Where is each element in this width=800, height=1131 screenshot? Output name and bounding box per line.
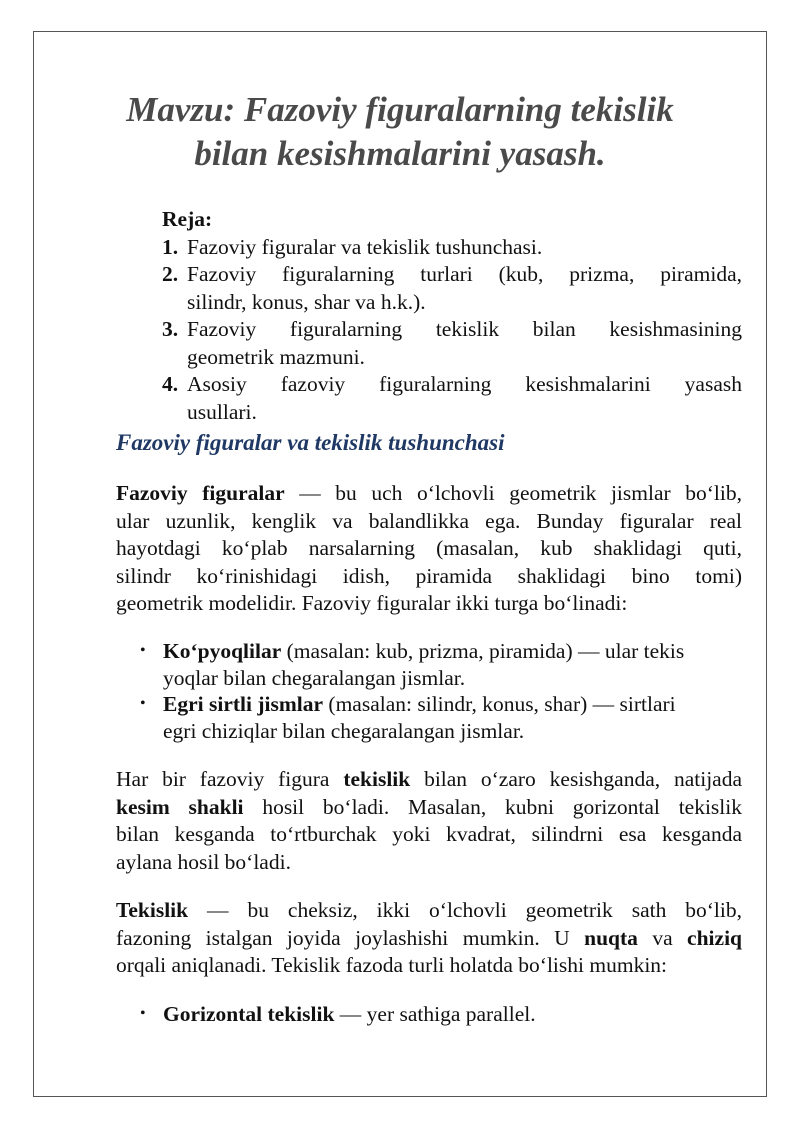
plan-item-text-cont: silindr, konus, shar va h.k.). <box>187 289 426 314</box>
paragraph-line: bilan kesganda to‘rtburchak yoki kvadrat, silindrni esa kesganda <box>116 822 742 846</box>
paragraph-text: — bu cheksiz, ikki o‘lchovli geometrik sath bo‘lib, <box>188 898 742 922</box>
plan-item-text-cont: geometrik mazmuni. <box>187 344 365 369</box>
list-item <box>116 638 742 691</box>
plan-item-text: Fazoviy figuralar va tekislik tushunchasi. <box>187 234 543 259</box>
paragraph-line <box>116 925 742 953</box>
paragraph-text: fazoning istalgan joyida joylashishi mumkin. U <box>116 925 585 950</box>
list-item <box>116 691 742 744</box>
bullet-dot: • <box>140 1005 146 1022</box>
term-bold: Tekislik <box>116 898 189 922</box>
paragraph-kesim <box>116 766 742 876</box>
plan-item-number: 1. <box>162 234 179 259</box>
plan-section <box>162 206 742 426</box>
list-item-line <box>163 1001 742 1028</box>
paragraph-line: geometrik modelidir. Fazoviy figuralar ikki turga bo‘linadi: <box>116 591 628 615</box>
list-item-line <box>163 638 742 665</box>
plan-list <box>162 234 742 427</box>
term-bold: Egri sirtli jismlar <box>163 692 324 716</box>
bullet-dot: • <box>140 695 146 712</box>
paragraph-line: ular uzunlik, kenglik va balandlikka ega. Bunday figuralar real <box>116 508 742 533</box>
term-bold: Gorizontal tekislik <box>163 1002 335 1026</box>
title-line-2: bilan kesishmalarini yasash. <box>194 134 606 173</box>
term-bold: tekislik <box>343 767 411 791</box>
bullet-dot: • <box>140 642 146 659</box>
list-item-line: yoqlar bilan chegaralangan jismlar. <box>163 665 466 690</box>
paragraph-line <box>116 480 742 508</box>
list-item-text: — yer sathiga parallel. <box>334 1002 536 1026</box>
bullet-list-figures <box>116 638 742 744</box>
list-item-line: egri chiziqlar bilan chegaralangan jismlar. <box>163 718 525 743</box>
plan-item-text: Fazoviy figuralarning turlari (kub, prizma, piramida, <box>187 262 742 286</box>
plan-item-number: 4. <box>162 372 179 396</box>
paragraph-line <box>116 794 742 822</box>
term-bold: chiziq <box>687 925 742 950</box>
paragraph-line: hayotdagi ko‘plab narsalarning (masalan, kub shaklidagi quti, <box>116 536 742 560</box>
plan-item-2 <box>162 261 742 316</box>
term-bold: Ko‘pyoqlilar <box>163 639 282 663</box>
section-heading: Fazoviy figuralar va tekislik tushunchasi <box>116 430 505 455</box>
paragraph-text: — bu uch o‘lchovli geometrik jismlar bo‘lib, <box>284 481 742 505</box>
paragraph-line: orqali aniqlanadi. Tekislik fazoda turli holatda bo‘lishi mumkin: <box>116 953 668 977</box>
paragraph-text: hosil bo‘ladi. Masalan, kubni gorizontal tekislik <box>243 794 742 819</box>
paragraph-line: silindr ko‘rinishidagi idish, piramida shaklidagi bino tomi) <box>116 563 742 588</box>
paragraph-line <box>116 897 742 925</box>
paragraph-text: Har bir fazoviy figura <box>116 767 344 791</box>
paragraph-fazoviy-figuralar <box>116 480 742 618</box>
term-bold: kesim shakli <box>116 794 244 819</box>
list-item-text: (masalan: silindr, konus, shar) — sirtlari <box>323 692 676 716</box>
list-item-text: (masalan: kub, prizma, piramida) — ular tekis <box>281 639 685 663</box>
paragraph-line <box>116 766 742 794</box>
plan-item-1 <box>162 234 742 262</box>
plan-item-text: Fazoviy figuralarning tekislik bilan kesishmasining <box>187 317 742 341</box>
title-line-1: Mavzu: Fazoviy figuralarning tekislik <box>126 90 674 129</box>
paragraph-text: va <box>637 925 688 950</box>
plan-heading: Reja: <box>162 207 213 231</box>
list-item-line <box>163 691 742 718</box>
plan-item-text-cont: usullari. <box>187 399 257 424</box>
plan-item-number: 3. <box>162 317 179 341</box>
paragraph-line: aylana hosil bo‘ladi. <box>116 849 291 874</box>
term-bold: Fazoviy figuralar <box>116 481 285 505</box>
plan-item-text: Asosiy fazoviy figuralarning kesishmalarini yasash <box>187 372 742 396</box>
bullet-list-planes <box>116 1001 742 1028</box>
plan-item-number: 2. <box>162 262 179 286</box>
plan-item-4 <box>162 371 742 426</box>
paragraph-text: bilan o‘zaro kesishganda, natijada <box>410 767 743 791</box>
paragraph-tekislik <box>116 897 742 980</box>
list-item <box>116 1001 742 1028</box>
term-bold: nuqta <box>584 925 638 950</box>
plan-item-3 <box>162 316 742 371</box>
page-title <box>0 88 800 176</box>
